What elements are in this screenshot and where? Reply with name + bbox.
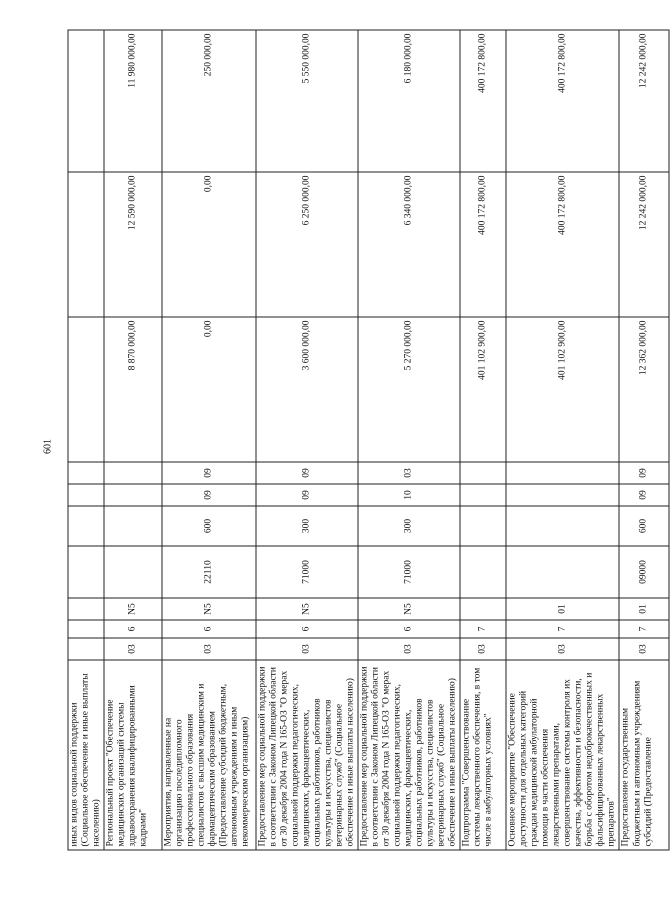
cell-subprogram: 6 <box>162 620 256 638</box>
cell-event <box>68 598 104 620</box>
cell-program: 03 <box>104 638 162 660</box>
table-body <box>68 30 669 850</box>
cell-event: N5 <box>256 598 358 620</box>
cell-amount-year1: 401 102 900,00 <box>506 317 619 462</box>
row-description: Предоставление государственным бюджетным и автономным учреждениям субсидий (Предоставление <box>619 660 669 850</box>
cell-section: 09 <box>162 484 256 506</box>
cell-amount-year3: 11 980 000,00 <box>104 30 162 172</box>
cell-program: 03 <box>506 638 619 660</box>
cell-subprogram: 6 <box>358 620 460 638</box>
cell-direction: 71000 <box>256 546 358 598</box>
cell-expense-type: 600 <box>619 506 669 546</box>
table-row <box>460 30 506 850</box>
cell-subprogram: 6 <box>104 620 162 638</box>
cell-section: 09 <box>619 484 669 506</box>
cell-amount-year1: 401 102 900,00 <box>460 317 506 462</box>
cell-section <box>506 484 619 506</box>
cell-expense-type <box>460 506 506 546</box>
cell-subsection: 09 <box>256 462 358 484</box>
cell-direction: 22110 <box>162 546 256 598</box>
cell-subprogram <box>68 620 104 638</box>
cell-subsection: 03 <box>358 462 460 484</box>
cell-amount-year3 <box>68 30 104 172</box>
cell-subprogram: 7 <box>460 620 506 638</box>
row-description: иных видов социальной поддержки (Социальное обеспечение и иные выплаты населению) <box>68 660 104 850</box>
cell-amount-year3: 12 242 000,00 <box>619 30 669 172</box>
table-row <box>104 30 162 850</box>
cell-subsection: 09 <box>162 462 256 484</box>
cell-expense-type <box>104 506 162 546</box>
cell-amount-year1 <box>68 317 104 462</box>
table-row <box>256 30 358 850</box>
cell-event: N5 <box>104 598 162 620</box>
cell-amount-year2: 400 172 800,00 <box>460 172 506 317</box>
cell-amount-year1: 5 270 000,00 <box>358 317 460 462</box>
cell-amount-year2: 400 172 800,00 <box>506 172 619 317</box>
cell-amount-year3: 6 180 000,00 <box>358 30 460 172</box>
cell-program: 03 <box>256 638 358 660</box>
cell-amount-year2: 12 242 000,00 <box>619 172 669 317</box>
row-description: Основное мероприятие "Обеспечение доступности для отдельных категорий граждан медицинской амбулаторной помощи в части обеспечения лекарственными препаратами, совершенствование системы контроля их качества, эффективности и безопасности, борьба с оборотом недоброкачественных и фальсифицированных лекарственных препаратов" <box>506 660 619 850</box>
cell-event: 01 <box>619 598 669 620</box>
cell-subprogram: 7 <box>619 620 669 638</box>
cell-direction: 71000 <box>358 546 460 598</box>
cell-subprogram: 6 <box>256 620 358 638</box>
cell-subsection <box>68 462 104 484</box>
cell-section: 10 <box>358 484 460 506</box>
cell-amount-year3: 400 172 800,00 <box>506 30 619 172</box>
rotated-page <box>68 30 654 850</box>
row-description: Предоставление мер социальной поддержки в соответствии с Законом Липецкой области от 30 декабря 2004 года N 165-ОЗ "О мерах социальной поддержки педагогических, медицинских, фармацевтических, социальных работников, работников культуры и искусства, специалистов ветеринарных служб" (Социальное обеспечение и иные выплаты населению) <box>256 660 358 850</box>
row-description: Предоставление мер социальной поддержки в соответствии с Законом Липецкой области от 30 декабря 2004 года N 165-ОЗ "О мерах социальной поддержки педагогических, медицинских, фармацевтических, социальных работников, работников культуры и искусства, специалистов ветеринарных служб" (Социальное обеспечение и иные выплаты населению) <box>358 660 460 850</box>
cell-amount-year3: 400 172 800,00 <box>460 30 506 172</box>
cell-amount-year1: 8 870 000,00 <box>104 317 162 462</box>
table-row <box>619 30 669 850</box>
row-description: Мероприятия, направленные на организацию последипломного профессионального образования специалистов с высшим медицинским и фармацевтическим образованием (Предоставление субсидий бюджетным, автономным учреждениям и иным некоммерческим организациям) <box>162 660 256 850</box>
table-row <box>358 30 460 850</box>
cell-subsection: 09 <box>619 462 669 484</box>
cell-amount-year2: 6 340 000,00 <box>358 172 460 317</box>
cell-event: N5 <box>358 598 460 620</box>
cell-section <box>68 484 104 506</box>
cell-amount-year2: 0,00 <box>162 172 256 317</box>
cell-expense-type: 300 <box>358 506 460 546</box>
budget-table <box>68 29 670 850</box>
cell-event: 01 <box>506 598 619 620</box>
cell-amount-year2: 12 590 000,00 <box>104 172 162 317</box>
cell-program: 03 <box>162 638 256 660</box>
cell-amount-year1: 3 600 000,00 <box>256 317 358 462</box>
cell-amount-year1: 0,00 <box>162 317 256 462</box>
row-description: Региональный проект "Обеспечение медицинских организаций системы здравоохранения квалифицированными кадрами" <box>104 660 162 850</box>
cell-expense-type: 300 <box>256 506 358 546</box>
cell-expense-type: 600 <box>162 506 256 546</box>
table-row <box>506 30 619 850</box>
cell-direction: 09000 <box>619 546 669 598</box>
cell-section <box>460 484 506 506</box>
cell-program <box>68 638 104 660</box>
cell-expense-type <box>68 506 104 546</box>
page-number: 601 <box>42 439 54 454</box>
cell-subsection <box>104 462 162 484</box>
cell-program: 03 <box>619 638 669 660</box>
cell-subprogram: 7 <box>506 620 619 638</box>
cell-amount-year2 <box>68 172 104 317</box>
cell-subsection <box>460 462 506 484</box>
cell-event: N5 <box>162 598 256 620</box>
cell-subsection <box>506 462 619 484</box>
cell-direction <box>104 546 162 598</box>
cell-section: 09 <box>256 484 358 506</box>
cell-section <box>104 484 162 506</box>
cell-program: 03 <box>358 638 460 660</box>
cell-amount-year3: 250 000,00 <box>162 30 256 172</box>
cell-direction <box>460 546 506 598</box>
cell-amount-year3: 5 550 000,00 <box>256 30 358 172</box>
row-description: Подпрограмма "Совершенствование системы лекарственного обеспечения, в том числе в амбулаторных условиях" <box>460 660 506 850</box>
cell-event <box>460 598 506 620</box>
cell-direction <box>506 546 619 598</box>
cell-amount-year1: 12 362 000,00 <box>619 317 669 462</box>
table-row <box>162 30 256 850</box>
cell-amount-year2: 6 250 000,00 <box>256 172 358 317</box>
cell-direction <box>68 546 104 598</box>
cell-expense-type <box>506 506 619 546</box>
cell-program: 03 <box>460 638 506 660</box>
table-row <box>68 30 104 850</box>
